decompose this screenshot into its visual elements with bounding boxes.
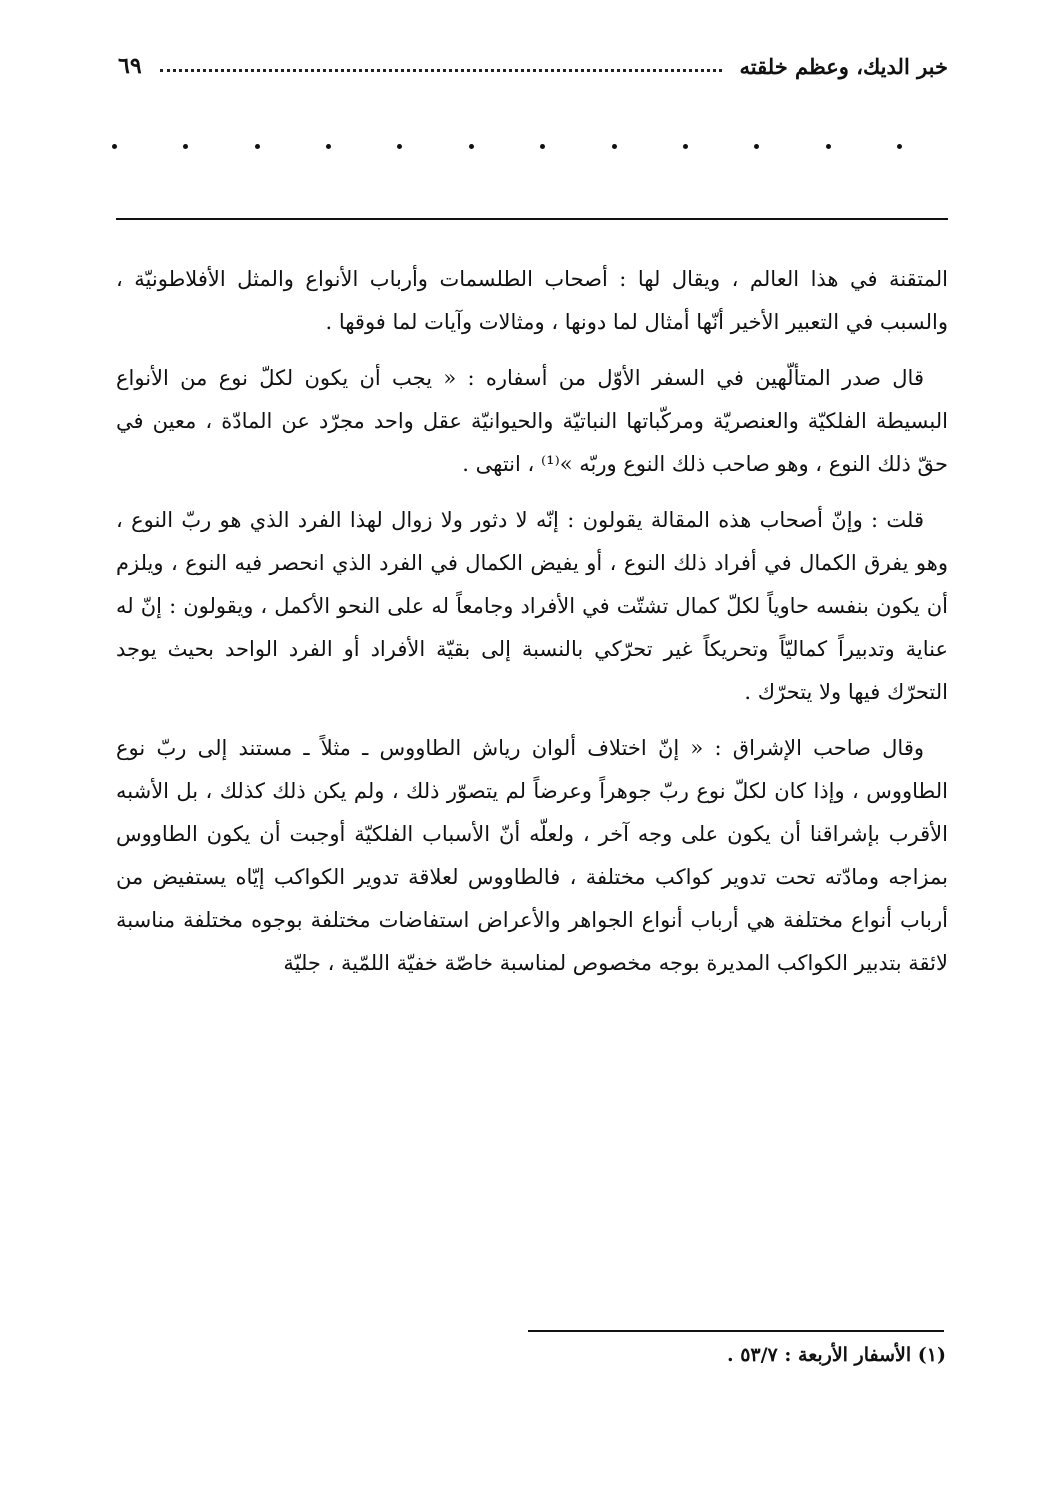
dot-separator (112, 144, 902, 149)
footnote-rule (528, 1330, 944, 1332)
body-text (116, 258, 948, 998)
page-number: ٦٩ (118, 53, 142, 79)
header-dot-leader (160, 57, 722, 72)
horizontal-rule (116, 218, 948, 220)
separator-dot (683, 144, 688, 149)
paragraph: قال صدر المتألّهين في السفر الأوّل من أسفاره : « يجب أن يكون لكلّ نوع من الأنواع البسيطة الفلكيّة والعنصريّة ومركّباتها النباتيّة والحيوانيّة عقل واحد مجرّد عن المادّة ، معين في حقّ ذلك النوع ، وهو صاحب ذلك النوع وربّه »⁽¹⁾ ، انتهى . (116, 366, 948, 476)
separator-dot (255, 144, 260, 149)
separator-dot (326, 144, 331, 149)
paragraph: المتقنة في هذا العالم ، ويقال لها : أصحاب الطلسمات وأرباب الأنواع والمثل الأفلاطونيّة ، والسبب في التعبير الأخير أنّها أمثال لما دونها ، ومثالات وآيات لما فوقها . (116, 267, 948, 334)
running-header (118, 46, 948, 86)
separator-dot (469, 144, 474, 149)
footnote: (١) الأسفار الأربعة : ٥٣/٧ . (726, 1344, 946, 1366)
separator-dot (612, 144, 617, 149)
header-title: خبر الديك، وعظم خلقته (739, 53, 948, 79)
separator-dot (754, 144, 759, 149)
separator-dot (397, 144, 402, 149)
separator-dot (540, 144, 545, 149)
separator-dot (826, 144, 831, 149)
paragraph: وقال صاحب الإشراق : « إنّ اختلاف ألوان رياش الطاووس ـ مثلاً ـ مستند إلى ربّ نوع الطاووس ، وإذا كان لكلّ نوع ربّ جوهراً وعرضاً لم يتصوّر ذلك ، ولم يكن ذلك كذلك ، بل الأشبه الأقرب بإشراقنا أن يكون على وجه آخر ، ولعلّه أنّ الأسباب الفلكيّة أوجبت أن يكون الطاووس بمزاجه ومادّته تحت تدوير كواكب مختلفة ، فالطاووس لعلاقة تدوير الكواكب إيّاه يستفيض من أرباب أنواع مختلفة هي أرباب أنواع الجواهر والأعراض استفاضات مختلفة بوجوه مختلفة مناسبة لائقة بتدبير الكواكب المديرة بوجه مخصوص لمناسبة خاصّة خفيّة اللمّية ، جليّة (116, 736, 948, 975)
separator-dot (112, 144, 117, 149)
separator-dot (183, 144, 188, 149)
separator-dot (897, 144, 902, 149)
paragraph: قلت : وإنّ أصحاب هذه المقالة يقولون : إنّه لا دثور ولا زوال لهذا الفرد الذي هو ربّ النوع ، وهو يفرق الكمال في أفراد ذلك النوع ، أو يفيض الكمال في الفرد الذي انحصر فيه النوع ، ويلزم أن يكون بنفسه حاوياً لكلّ كمال تشتّت في الأفراد وجامعاً له على النحو الأكمل ، ويقولون : إنّ له عناية وتدبيراً كماليّاً وتحريكاً غير تحرّكي بالنسبة إلى بقيّة الأفراد أو الفرد الواحد بحيث يوجد التحرّك فيها ولا يتحرّك . (116, 508, 948, 704)
